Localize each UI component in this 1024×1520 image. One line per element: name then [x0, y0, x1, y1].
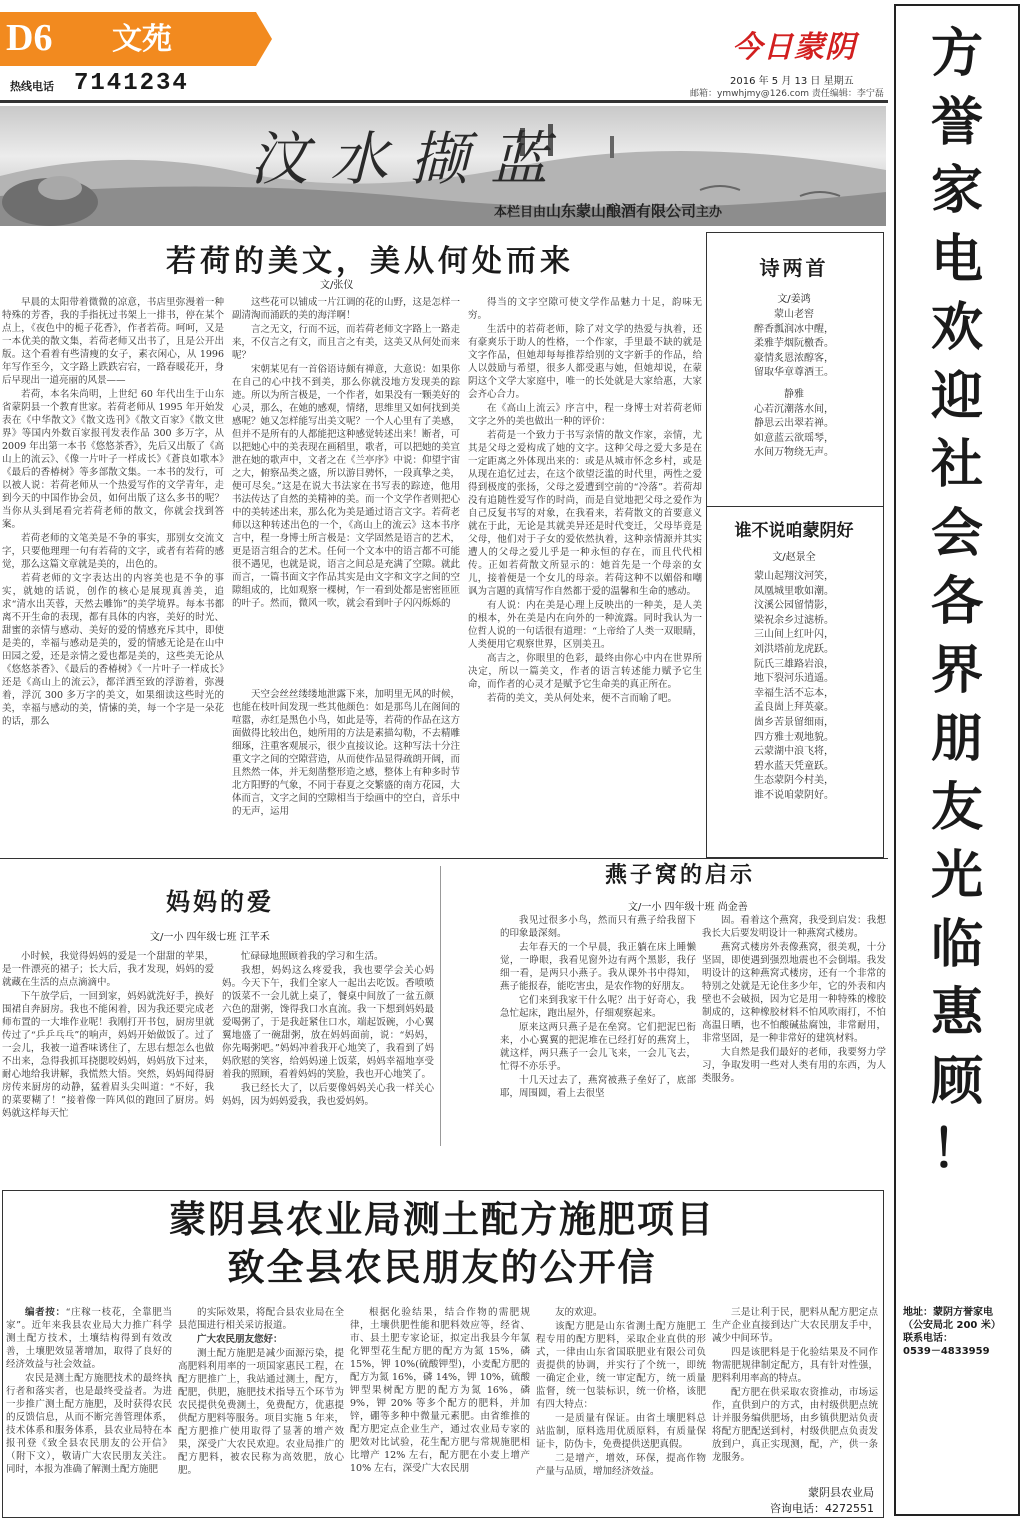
poem3-author: 文/赵景全 [772, 552, 816, 563]
side-ad-phone-label: 联系电话： [903, 1333, 953, 1344]
poem2: 静雅 心若沉潮落水间， 静思云出翠若禅。 如意蓝云欲瑶琴， 水间万物绕无声。 [706, 388, 882, 461]
article2-byline: 文/一小 四年级七班 江芊禾 [150, 932, 270, 943]
article3-title: 燕子窝的启示 [604, 862, 755, 888]
hotline-label: 热线电话 [10, 80, 54, 93]
section-name: 文苑 [112, 22, 172, 57]
notice-signature: 蒙阴县农业局 [808, 1486, 874, 1499]
article2-title: 妈妈的爱 [166, 887, 274, 916]
column-calligraphy-title: 汶水撷蓝 [250, 125, 571, 193]
sponsor-prefix: 本栏目由 [494, 205, 547, 220]
article1-byline: 文/张仪 [320, 280, 354, 291]
article2-column-1: 小时候，我觉得妈妈的爱是一个甜甜的苹果，是一件漂亮的裙子；长大后，我才发现，妈妈的爱就藏在生活的点点滴滴中。 下午放学后，一回到家，妈妈就洗好手，换好围裙自奔厨房。我也不能闲着，因为我还要完成老师布置的一大堆作业呢！我刚打开书包，厨房里就传过了“乒乒乓乓”的响声，妈妈开始做饭了。过了一会儿，我被一道香味诱住了，左思右想怎么也做不出来，急得我抓耳挠腮咬妈妈，妈妈放下过来，耐心地给我讲解，我慌然大悟。突然，妈妈闻得厨房传来厨房的动静，猛着眉头尖叫道：“不好，我的菜要糊了！”接着像一阵风似的跑回了厨房。妈妈就这样每天忙 [2, 951, 214, 1119]
article1-column-1: 早晨的太阳带着微微的凉意，书店里弥漫着一种特殊的芳香，我的手指抚过书架上一排书，停在某个点上，《夜色中的栀子花香》，作者若荷。呵呵，又是一本优美的散文集，若荷老师又出书了，且是公开出版。这个看着有些清瘦的女子，素衣闲心，从 1996 年写作至今，文字路上跌跌宕宕，一路春暖花开，身后早现出一道亮丽的风景—— 若荷，本名朱尚明，上世纪 60 年代出生于山东省蒙阴县一个教育世家。若荷老师从 1995 年开始发表在《中华散文》《散文选刊》《散文百家》《散文世界》等国内外数百家报刊发表作品 300 多万字，从 2009 年出第一本书《悠悠茶香》，先后又出版了《高山上的流云》、《像一片叶子一样成长》《蒼良如歌本》《最后的香椿树》等多部散文集。一本书的发行，可以被人说：若荷老师从一个热爱写作的文学青年，走到今天的中国作协会员，如何出版了这么多书的呢？当你从头到尾看完若荷老师的散文，你就会找到答案。 若荷老师的文笔美是不争的事实，那别女交流文字，只要他理理一句有若荷的文字，或者有若荷的感觉，那么这篇文章就是美的，出色的。 若荷老师的文字表达出的内容美也是不争的事实，就她的话说，创作的核心是展现真善美，追求“清水出芙蓉，天然去雕饰”的美学境界。每本书都离不开生命的表现，都有具体的内容，美好的时光、甜蜜的亲情与感动、美好的爱的情感充斥其中，即使是美的，幸福与感动是美的，爱的情感无论是在山中田园之爱，还是亲情之爱也都是美的，这些美无论从《悠悠茶香》、《最后的香椿树》《一片叶子一样成长》还是《高山上的流云》，都洋洒至致的浮游着，弥漫着，浮沉 300 多万字的美文，如果细读这些时光的美，幸福与感动的美，情愫的美，每一个字是一朵花的话，那么 [2, 297, 224, 727]
poem1-title: 蒙山老窖 [774, 309, 814, 320]
article3-column-1: 我见过很多小鸟，然而只有燕子给我留下的印象最深刻。 去年春天的一个早晨，我正躺在床上睡懒觉，一睁眼，我看见窗外边有两个黑影，我仔细一看，是两只小燕子。我从课外书中得知，燕子能报春，能吃害虫，是农作物的好朋友。 它们来到我家干什么呢？出于好奇心，我急忙起床，跑出屋外，仔细观察起来。 原来这两只燕子是在垒窝。它们把泥巴衔来，小心翼翼的把泥堆在已经打好的燕窝上，就这样，两只燕子一会儿飞来，一会儿飞去，忙得不亦乐乎。 十几天过去了，燕窝被燕子垒好了，底部耶，周围圆，看上去很坚 [500, 915, 696, 1099]
newspaper-logo: 今日蒙阴 [732, 30, 856, 65]
poem2-title: 静雅 [784, 389, 804, 400]
article1-column-4: 得当的文字空隙可使文学作品魅力十足，韵味无穷。 生活中的若荷老师，除了对文学的热爱与执着，还有豪爽乐于助人的性格，一个作家，手里最不缺的就是文字作品，但她却每每推荐给别的文字新手的作品，给人以鼓励与希望，很多人都受惠与她，但她却说，在蒙阴这个文学大家庭中，唯一的长处就是大家给惠，大家会齐心合力。 在《高山上流云》序言中，程一身博士对若荷老师文字之外的美也做出一种的评价： 若荷是一个致力于书写亲情的散文作家，亲情，尤其是父母之爱构成了她的文字。这种父母之爱大多是在一定距离之外体现出来的：或是从城市怀念乡村，或是从现在追忆过去，在这个欲望泛滥的时代里，两性之爱得到极度的张扬，父母之爱遭到空前的“冷落”。若荷却没有追随性爱写作的时尚，而是自觉地把父母之爱作为自己反复书写的对象，在我看来，若荷散文的首要意义就在于此，无论是其就美异还是时代变迁，父母毕竟是父母，他们对于子女的爱依然执着，这种亲情源并其实遭人的父母之爱儿乎是一种永恒的存在，而且代代相传。正如若荷散文所显示的：她首先是一个母亲的女儿，接着便是一个女儿的母亲。若荷这种不以媚俗和嘲讽为言题的真情写作自然都于爱的温馨和生命的感动。 有人说：内在美是心理上反映出的一种美，是人美的根本，外在美是内在向外的一种流露。同时我认为一位哲人说的一句话很有道理：“上帝给了人类一双眼睛，人类便用它观察世界，区别美丑。 高吉之，你眼里的色彩，最终由你心中内在世界所决定，所以一篇美文，作者的语言转述能力赋予它生命，而作者的心灵才是赋予它生命美的真正所在。 若荷的美文，美从何处来，便不言而喻了吧。 [468, 297, 702, 704]
side-ad-address: 地址：蒙阴方誉家电 [903, 1307, 993, 1318]
side-ad-address-note: （公安局北 200 米） [903, 1320, 1001, 1331]
notice-headline-2: 致全县农民朋友的公开信 [227, 1246, 657, 1289]
poem1: 蒙山老窖 醉香瓢润冰中醒， 柔雅芋烟阮檄香。 豪情炙恩浓醇客， 留取华章尊酒王。 [706, 308, 882, 381]
notice-headline-1: 蒙阴县农业局测土配方施肥项目 [169, 1198, 715, 1241]
notice-column-3: 根据化验结果，结合作物的需肥规律，土壤供肥性能和肥料效应等，经省、市、县土肥专家论证，拟定出我县今年氯化钾型花生配方肥的配方为氮 15%，磷 15%，钾 10%(硫酸钾型)，小麦配方肥的配方为氮 16%，磷 14%，钾 10%，硫酸钾型果树配方肥的配方为氮 16%，磷 9%，钾 20% 等多个配方的肥料，并加锌，硼等多种中微量元素肥。由省维推的配方肥定点企业生产，通过农业局专家的肥效对比试验，花生配方肥与常规施肥相比增产 12% 左右，配方肥在小麦上增产 10% 左右，深受广大农民朋 [350, 1307, 530, 1474]
sponsor-company: 山东蒙山酿酒有限公司 [546, 202, 697, 220]
side-ad-slogan: 方 誉 家 电 欢 迎 社 会 各 界 朋 友 光 临 惠 顾 ！ [930, 23, 983, 1180]
article2-column-2: 忙碌碌地照顾着我的学习和生活。 我想，妈妈这么疼爱我，我也要学会关心妈妈。今天下午，我们全家人一起出去吃饭。香喷喷的饭菜不一会儿就上桌了，餐桌中间放了一盆五颜六色的甜粥，馋得我口水直流。我一下想到妈妈最爱喝粥了，于是我赶紧住口水，端起饭碗，小心翼翼地盛了一碗甜粥，放在妈妈面前，说：“妈妈，你先喝粥吧。”妈妈冲着我开心地笑了，我看到了妈妈欣慰的笑容，给妈妈递上饭菜，妈妈幸福地享受着我的照顾，看着妈妈的笑脸，我也开心地笑了。 我已经长大了，以后要像妈妈关心我一样关心妈妈，因为妈妈爱我，我也爱妈妈。 [222, 951, 434, 1107]
notice-column-5: 三是让利于民，肥料从配方肥定点生产企业直接到达广大农民朋友手中，减少中间环节。 四是该肥料是于化验结果及不同作物需肥规律制定配方，具有针对性强，肥料利用率高的特点。 配方肥在供采取农资推动，市场运作，直供到户的方式，由村级供肥点统计并服务编供肥场，由乡镇供肥站负责将配方肥配送到村，村级供肥点负责发放到户，真正实现测，配，产，供一条龙服务。 [712, 1307, 878, 1463]
contact-email: 邮箱：ymwhjmy@126.com 责任编辑：李宁磊 [690, 89, 884, 99]
poem3-lines: 蒙山起翔汶河笑， 凤凰城里歌如潮。 汶溪公园留情影， 梁祝余乡过滤桥。 三山间上红叶闪， 刘洪塔前龙虎跃。 阮氏三雄路岩浪， 地下裂河乐逍遥。 幸福生活不忘本， 孟良崮上拜英豪。 崮乡苦景留细雨， 四方雅士观地貌。 云蒙湖中浪飞将， 碧水蓝天凭童跃。 生态蒙阴今村美， 谁不说咱蒙阴好。 [754, 571, 834, 801]
notice-contact-label: 咨询电话： [770, 1502, 825, 1515]
side-ad-contact [903, 1306, 1019, 1358]
hotline-number: 7141234 [74, 70, 189, 97]
poems-author: 文/姜鸿 [777, 294, 811, 305]
article1-column-3: 天空会丝丝缕缕地泄露下来，加明里无风的时候，也能在枝叶间发现一些其他颜色：如是那鸟儿在阁间的喧嚣，赤红是黑色小鸟，如此是等，若荷的作品在这方面做得比较出色，她所用的方法是素描勾勒，不去精雕细琢，注重客观展示，很少直接议论。这种写法十分注重文字之间的空隙营造，从而使作品显得疏朗开阔，而且然然一体，并无刻凿整形造之感，整体上有种多时节北方阳野的气象，不同于春夏之交繁盛的南方花园，大体而言，文字之间的空隙相当于绘画中的空白，音乐中的无声，运用 [232, 689, 460, 817]
article1-column-2: 这些花可以铺成一片江调的花的山野，这是怎样一副清淘而涌跃的美的海洋啊！ 言之无文，行而不远，而若荷老师文字路上一路走来，不仅言之有文，而且言之有美，这美又从何处而来呢？ 宋朝某见有一首俗语诗颇有禅意，大意说：如果你在自己的心中找不到美，那么你就没地方发现美的踪迹。所以为所言极是，一个作者，如果没有一颗美好的心灵，那么，在她的感观，情绪，思维里又如何找到美感呢？她又怎样能写出美文呢？一个人心里有了美感，但并不是所有的人都能把这种感觉转述出来！断者，可以把她心中的美表现在画稻里，歌者，可以把她的美宣泄在她的歌声中，文者之在《兰亭序》中说：仰望宇宙之大，俯察品类之盛，所以游目骋怀，一段真挚之美，便可尽矣。”这是在说大书法家在书写表的踪迹，他用书法传达了自然的美精神的美。而一个文学作者则把心中的美转述出来，那么化为美是通过语言文字。若荷老师以这种转述出色的一个，《高山上的流云》这本书序言中，程一身博士所言极是：文学固然是语言的艺术，更是语言组合的艺术。任何一个文本中的语言都不可能很不遇见，也就是说，语言之间总是充满了空隙。就此而言，一篇书面文字作品其实是由文字和文字之间的空隙组成的，比如观察一棵树，乍一看到处都是密密匝匝的叶子。然而，微风一吹，就会看到叶子闪闪烁烁的 [232, 297, 460, 609]
sponsor-suffix: 主办 [696, 205, 723, 220]
poem3-title: 谁不说咱蒙阴好 [734, 521, 854, 541]
issue-date: 2016 年 5 月 13 日 星期五 [730, 76, 854, 87]
editor-note-label: 编者按： [25, 1307, 66, 1318]
section-code: D6 [6, 17, 53, 59]
article3-byline: 文/一小 四年级十班 尚金善 [628, 902, 748, 913]
article2-3-divider [440, 866, 441, 1146]
article1-title: 若荷的美文，美从何处而来 [166, 244, 574, 279]
header-rule [0, 100, 888, 103]
side-ad-phone: 0539－4833959 [903, 1346, 990, 1357]
sponsor-line [494, 200, 722, 221]
notice-column-1: 编者按：“庄稼一枝花，全靠肥当家”。近年来我县农业局大力推广科学测土配方技术，土壤结构得到有效改善，土壤肥效显著增加，取得了良好的经济效益与社会效益。 农民是测土配方施肥技术的最终执行者和落实者，也是最终受益者。为进一步推广测土配方施肥，及时获得农民的反馈信息，从而不断完善管理体系，技术体系和服务体系，县农业局特在本报刊登《致全县农民朋友的公开信》（附下文），敬请广大农民朋友关注。同时，本报为准确了解测土配方施肥 [6, 1307, 172, 1475]
notice-column-4: 友的欢迎。 该配方肥是山东省测土配方施肥工程专用的配方肥料，采取企业直供的形式，一律由山东省国联肥业有限公司负责提供的协调，并实行了个统一，即统一确定企业，统一审定配方，统一质量监督，统一包装标识，统一价格，该肥有四大特点： 一是质量有保证。由省土壤肥料总站监制，原料选用优质原料，有质量保证卡，防伪卡，免费提供送肥真假。 二是增产，增效，环保，提高作物产量与品质，增加经济效益。 [536, 1307, 706, 1477]
notice-contact-phone: 4272551 [825, 1502, 874, 1515]
notice-contact [770, 1500, 874, 1516]
poems-divider [706, 506, 884, 507]
article3-column-2: 固。看着这个燕窝，我受到启发：我想我长大后要发明设计一种燕窝式楼房。 燕窝式楼房外表像燕窝，很美观，十分坚固，即使遇到强烈地震也不会倒塌。我发明设计的这种燕窝式楼房，还有一个非常的特别之处就是无论住多少年，它的外表和内壁也不会破损，因为它是用一种特殊的橡胶制成的，这种橡胶材料不怕风吹雨打，不怕高温日晒，也不怕酸碱盐腐蚀，非常耐用，非常坚固，是一种非常好的建筑材料。 大自然是我们最好的老师，我要努力学习，争取发明一些对人类有用的东西，为人类服务。 [702, 915, 886, 1084]
notice-column-2: 的实际效果，将配合县农业局在全县范围进行相关采访报道。 广大农民朋友您好： 测土配方施肥是减少面源污染，提高肥料利用率的一项国家惠民工程，在配方肥推广上，我站通过测土，配方，配肥，供肥，施肥技术指导五个环节为农民提供免费测土，免费配方，优惠提供配方肥料等服务。项目实施 5 年来，配方肥推广使用取得了显著的增产效果，深受广大农民欢迎。农业局推广的配方肥料，被农民称为高效肥，放心肥。 [178, 1307, 344, 1476]
poems-title: 诗两首 [759, 256, 829, 280]
